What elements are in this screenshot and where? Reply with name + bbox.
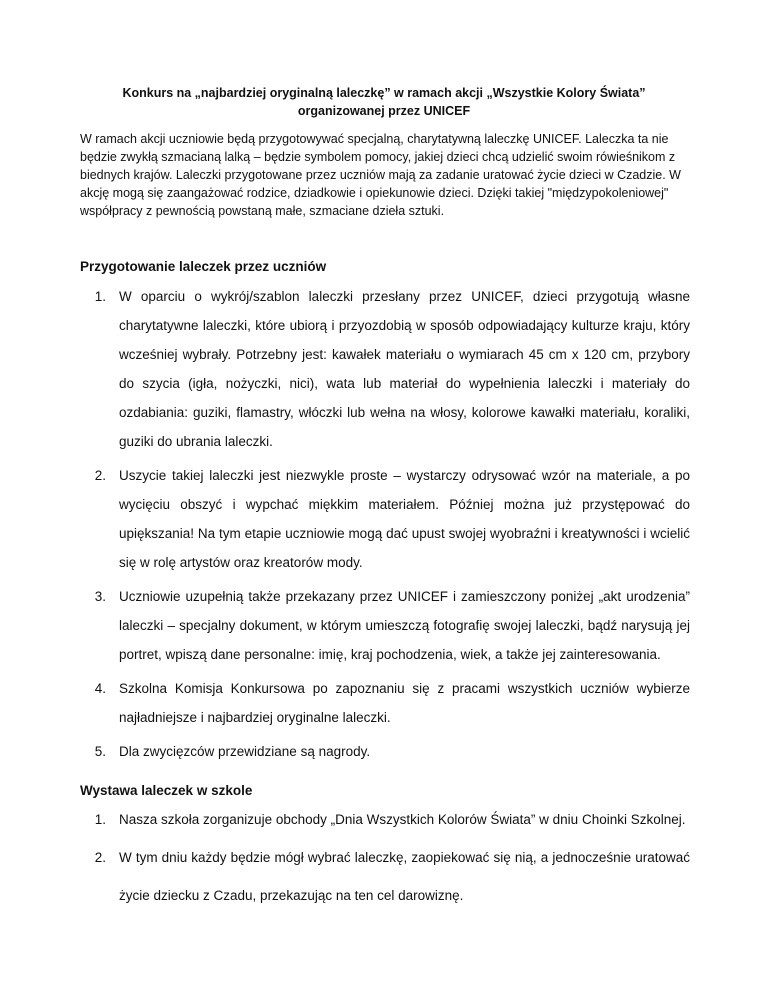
preparation-list xyxy=(80,282,690,771)
document-title xyxy=(80,84,688,120)
list-item xyxy=(80,282,690,456)
title-line-1: Konkurs na „najbardziej oryginalną laleczkę” w ramach akcji „Wszystkie Kolory Świata” xyxy=(122,86,646,100)
list-item-number: 5. xyxy=(94,744,106,759)
list-item-number: 1. xyxy=(94,289,106,304)
title-line-2: organizowanej przez UNICEF xyxy=(297,104,471,118)
section-heading-preparation: Przygotowanie laleczek przez uczniów xyxy=(80,259,327,274)
list-item xyxy=(80,737,690,766)
list-item-text: W oparciu o wykrój/szablon laleczki przesłany przez UNICEF, dzieci przygotują własne charytatywne laleczki, które ubiorą i przyozdobią w sposób odpowiadający kulturze kraju, który wcześniej wybrały. Potrzebny jest: kawałek materiału o wymiarach 45 cm x 120 cm, przybory do szycia (igła, nożyczki, nici), wata lub materiał do wypełnienia laleczki i materiały do ozdabiania: guziki, flamastry, włóczki lub wełna na włosy, kolorowe kawałki materiału, koraliki, guziki do ubrania laleczki. xyxy=(119,289,690,449)
list-item xyxy=(80,461,690,577)
list-item-text: W tym dniu każdy będzie mógł wybrać laleczkę, zaopiekować się nią, a jednocześnie uratować życie dziecku z Czadu, przekazując na ten cel darowiznę. xyxy=(119,850,690,903)
section-heading-exhibition: Wystawa laleczek w szkole xyxy=(80,783,253,798)
list-item-number: 3. xyxy=(94,589,106,604)
list-item-text: Uszycie takiej laleczki jest niezwykle proste – wystarczy odrysować wzór na materiale, a po wycięciu obszyć i wypchać miękkim materiałem. Później można już przystępować do upiększania! Na tym etapie uczniowie mogą dać upust swojej wyobraźni i kreatywności i wcielić się w rolę artystów oraz kreatorów mody. xyxy=(119,468,690,570)
list-item xyxy=(80,582,690,669)
list-item-number: 1. xyxy=(94,812,106,827)
list-item-text: Dla zwycięzców przewidziane są nagrody. xyxy=(119,744,371,759)
intro-paragraph: W ramach akcji uczniowie będą przygotowywać specjalną, charytatywną laleczkę UNICEF. Laleczka ta nie będzie zwykłą szmacianą lalką – będzie symbolem pomocy, jakiej dzieci chcą udzielić swoim rówieśnikom z biednych krajów. Laleczki przygotowane przez uczniów mają za zadanie uratować życie dzieci w Czadzie. W akcję mogą się zaangażować rodzice, dziadkowie i opiekunowie dzieci. Dzięki takiej "międzypokoleniowej" współpracy z pewnością powstaną małe, szmaciane dzieła sztuki. xyxy=(80,132,681,218)
list-item xyxy=(80,839,690,915)
list-item xyxy=(80,801,690,839)
list-item-text: Nasza szkoła zorganizuje obchody „Dnia Wszystkich Kolorów Świata” w dniu Choinki Szkolnej. xyxy=(119,812,686,827)
list-item-number: 2. xyxy=(94,850,106,865)
list-item-text: Szkolna Komisja Konkursowa po zapoznaniu się z pracami wszystkich uczniów wybierze najładniejsze i najbardziej oryginalne laleczki. xyxy=(119,681,690,725)
exhibition-list xyxy=(80,801,690,915)
list-item-number: 4. xyxy=(94,681,106,696)
list-item-number: 2. xyxy=(94,468,106,483)
list-item-text: Uczniowie uzupełnią także przekazany przez UNICEF i zamieszczony poniżej „akt urodzenia” laleczki – specjalny dokument, w którym umieszczą fotografię swojej laleczki, bądź narysują jej portret, wpiszą dane personalne: imię, kraj pochodzenia, wiek, a także jej zainteresowania. xyxy=(119,589,690,662)
list-item xyxy=(80,674,690,732)
